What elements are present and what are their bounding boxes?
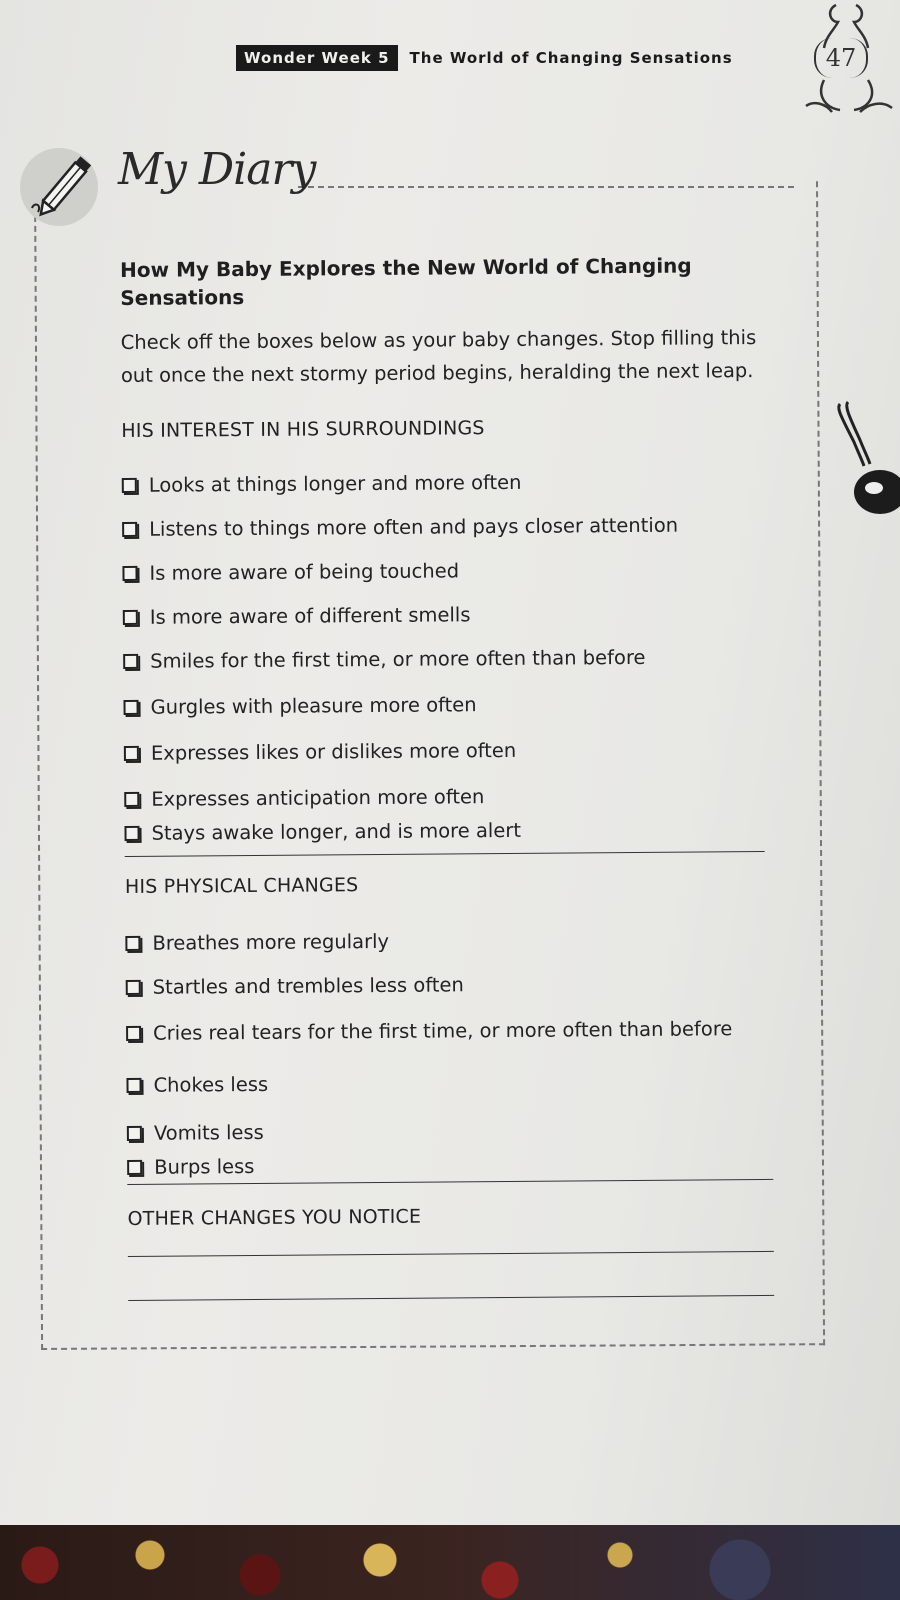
checklist-item[interactable] xyxy=(123,646,645,673)
checklist-item-label: Listens to things more often and pays closer attention xyxy=(149,513,679,541)
checkbox-icon[interactable] xyxy=(123,610,138,625)
checklist-item-label: Expresses likes or dislikes more often xyxy=(150,738,517,765)
checklist-item-label: Gurgles with pleasure more often xyxy=(150,693,477,719)
checkbox-icon[interactable] xyxy=(126,1026,141,1041)
background-fabric xyxy=(0,1525,900,1600)
checkbox-icon[interactable] xyxy=(126,980,141,995)
checklist-item-label: Cries real tears for the first time, or more often than before xyxy=(153,1017,733,1045)
diary-heading: How My Baby Explores the New World of Changing Sensations xyxy=(120,253,692,310)
mascot-icon xyxy=(796,0,900,120)
chapter-title: The World of Changing Sensations xyxy=(409,49,733,67)
checklist-item[interactable] xyxy=(122,514,678,541)
running-header xyxy=(236,44,733,72)
checklist-item-label: Smiles for the first time, or more often than before xyxy=(150,645,646,673)
checklist-item[interactable] xyxy=(124,819,521,845)
checkbox-icon[interactable] xyxy=(122,566,137,581)
checkbox-icon[interactable] xyxy=(122,522,137,537)
checklist-item[interactable] xyxy=(127,1121,264,1145)
checkbox-icon[interactable] xyxy=(124,792,139,807)
section-label-other: OTHER CHANGES YOU NOTICE xyxy=(127,1205,422,1230)
checklist-item-label: Is more aware of being touched xyxy=(149,559,460,585)
checkbox-icon[interactable] xyxy=(126,1078,141,1093)
checklist-item-label: Looks at things longer and more often xyxy=(148,470,522,497)
checkbox-icon[interactable] xyxy=(127,1160,142,1175)
checkbox-icon[interactable] xyxy=(123,654,138,669)
checkbox-icon[interactable] xyxy=(125,936,140,951)
checklist-item-label: Stays awake longer, and is more alert xyxy=(151,818,522,845)
checklist-item[interactable] xyxy=(126,1017,732,1045)
checklist-item[interactable] xyxy=(123,693,476,719)
checklist-item[interactable] xyxy=(124,785,484,811)
checklist-item[interactable] xyxy=(125,930,389,955)
checklist-item-label: Vomits less xyxy=(153,1120,264,1145)
checkbox-icon[interactable] xyxy=(124,746,139,761)
checkbox-icon[interactable] xyxy=(122,478,137,493)
checklist-item-label: Breathes more regularly xyxy=(152,929,390,955)
spoon-icon xyxy=(832,398,900,518)
checklist-item-label: Chokes less xyxy=(153,1072,269,1097)
checklist-item[interactable] xyxy=(124,739,517,765)
diary-intro: Check off the boxes below as your baby changes. Stop filling this out once the next stormy period begins, heralding the next leap. xyxy=(120,326,757,387)
checklist-item[interactable] xyxy=(123,603,471,629)
section-label-surroundings: HIS INTEREST IN HIS SURROUNDINGS xyxy=(121,417,485,442)
diary-title: My Diary xyxy=(118,144,316,195)
checklist-item[interactable] xyxy=(122,471,522,497)
checkbox-icon[interactable] xyxy=(127,1126,142,1141)
checkbox-icon[interactable] xyxy=(124,826,139,841)
diary-content xyxy=(120,251,781,1230)
checklist-item-label: Is more aware of different smells xyxy=(149,603,471,629)
checkbox-icon[interactable] xyxy=(123,700,138,715)
checklist-item[interactable] xyxy=(122,559,459,585)
pencil-icon xyxy=(26,148,106,224)
chapter-tag: Wonder Week 5 xyxy=(236,45,398,71)
page-number: 47 xyxy=(814,38,868,78)
checklist-item[interactable] xyxy=(126,1073,268,1097)
checklist-item[interactable] xyxy=(127,1155,254,1179)
checklist-item-label: Burps less xyxy=(154,1154,255,1179)
checklist-item[interactable] xyxy=(126,973,464,999)
checklist-item-label: Startles and trembles less often xyxy=(152,973,464,999)
checklist-item-label: Expresses anticipation more often xyxy=(151,785,485,811)
section-label-physical: HIS PHYSICAL CHANGES xyxy=(124,874,359,898)
